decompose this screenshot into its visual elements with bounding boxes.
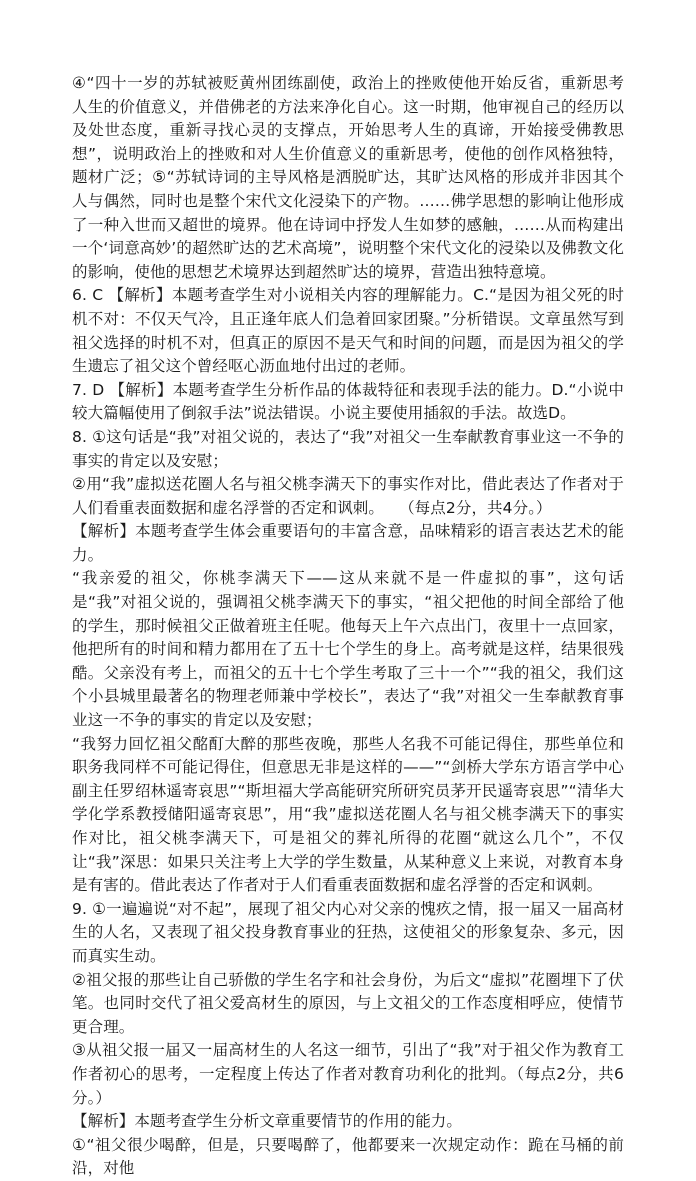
answer-9-point-2: ②祖父报的那些让自己骄傲的学生名字和社会身份，为后文“虚拟”花圈埋下了伏笔。也同时交代了祖父爱高材生的原因，与上文祖父的工作态度相呼应，使情节更合理。: [72, 970, 624, 1036]
answer-8-analysis-para-1: “我亲爱的祖父，你桃李满天下——这从来就不是一件虚拟的事”，这句话是“我”对祖父说的，强调祖父桃李满天下的事实，“祖父把他的时间全部给了他的学生，那时候祖父正做着班主任呢。他每天上午六点出门，夜里十一点回家，他把所有的时间和精力都用在了五十七个学生的身上。高考就是这样，结果很残酷。父亲没有考上，而祖父的五十七个学生考取了三十一个”“我的祖父，我们这个小县城里最著名的物理老师兼中学校长”，表达了“我”对祖父一生奉献教育事业这一不争的事实的肯定以及安慰；: [72, 569, 624, 730]
answer-9-point-1: 9. ①一遍遍说“对不起”，展现了祖父内心对父亲的愧疚之情，报一届又一届高材生的人名，又表现了祖父投身教育事业的狂热，这使祖父的形象复杂、多元，因而真实生动。: [72, 899, 624, 965]
answer-8-analysis-para-2: “我努力回忆祖父酩酊大醉的那些夜晚，那些人名我不可能记得住，那些单位和职务我同样不可能记得住，但意思无非是这样的——”“剑桥大学东方语言学中心副主任罗绍林遥寄哀思”“斯坦福大学高能研究所研究员茅开民遥寄哀思”“清华大学化学系教授储阳遥寄哀思”，用“我”虚拟送花圈人名与祖父桃李满天下的事实作对比，祖父桃李满天下，可是祖父的葬礼所得的花圈“就这么几个”，不仅让“我”深思：如果只关注考上大学的学生数量，从某种意义上来说，对教育本身是有害的。借此表达了作者对于人们看重表面数据和虚名浮誉的否定和讽刺。: [72, 734, 624, 895]
answer-7: 7. D 【解析】本题考查学生分析作品的体裁特征和表现手法的能力。D.“小说中较大篇幅使用了倒叙手法”说法错误。小说主要使用插叙的手法。故选D。: [72, 380, 624, 423]
paragraph-item4-item5: ④“四十一岁的苏轼被贬黄州团练副使，政治上的挫败使他开始反省，重新思考人生的价值意义，并借佛老的方法来净化自心。这一时期，他审视自己的经历以及处世态度，重新寻找心灵的支撑点，开始思考人生的真谛，开始接受佛教思想”，说明政治上的挫败和对人生价值意义的重新思考，使他的创作风格独特，题材广泛；⑤“苏轼诗词的主导风格是洒脱旷达，其旷达风格的形成并非因其个人与偶然，同时也是整个宋代文化浸染下的产物。……佛学思想的影响让他形成了一种入世而又超世的境界。他在诗词中抒发人生如梦的感触，……从而构建出一个‘词意高妙’的超然旷达的艺术高境”，说明整个宋代文化的浸染以及佛教文化的影响，使他的思想艺术境界达到超然旷达的境界，营造出独特意境。: [72, 74, 624, 281]
answer-6: 6. C 【解析】本题考查学生对小说相关内容的理解能力。C.“是因为祖父死的时机不对：不仅天气冷，且正逢年底人们急着回家团聚。”分析错误。文章虽然写到祖父选择的时机不对，但真正的原因不是天气和时间的问题，而是因为祖父的学生遗忘了祖父这个曾经呕心沥血地付出过的老师。: [72, 286, 624, 376]
answer-9-analysis-heading: 【解析】本题考查学生分析文章重要情节的作用的能力。: [72, 1112, 463, 1131]
answer-8-point-1: 8. ①这句话是“我”对祖父说的，表达了“我”对祖父一生奉献教育事业这一不争的事实的肯定以及安慰；: [72, 427, 624, 470]
answer-9-point-3: ③从祖父报一届又一届高材生的人名这一细节，引出了“我”对于祖父作为教育工作者初心的思考，一定程度上传达了作者对教育功利化的批判。（每点2分，共6分。）: [72, 1041, 624, 1107]
answer-8-analysis-heading: 【解析】本题考查学生体会重要语句的丰富含意，品味精彩的语言表达艺术的能力。: [72, 522, 624, 564]
document-page: [72, 72, 624, 1181]
answer-8-point-2: ②用“我”虚拟送花圈人名与祖父桃李满天下的事实作对比，借此表达了作者对于人们看重表面数据和虚名浮誉的否定和讽刺。 （每点2分，共4分。）: [72, 475, 624, 517]
answer-9-analysis-para-1: ①“祖父很少喝醉，但是，只要喝醉了，他都要来一次规定动作：跪在马桶的前沿，对他: [72, 1135, 624, 1178]
